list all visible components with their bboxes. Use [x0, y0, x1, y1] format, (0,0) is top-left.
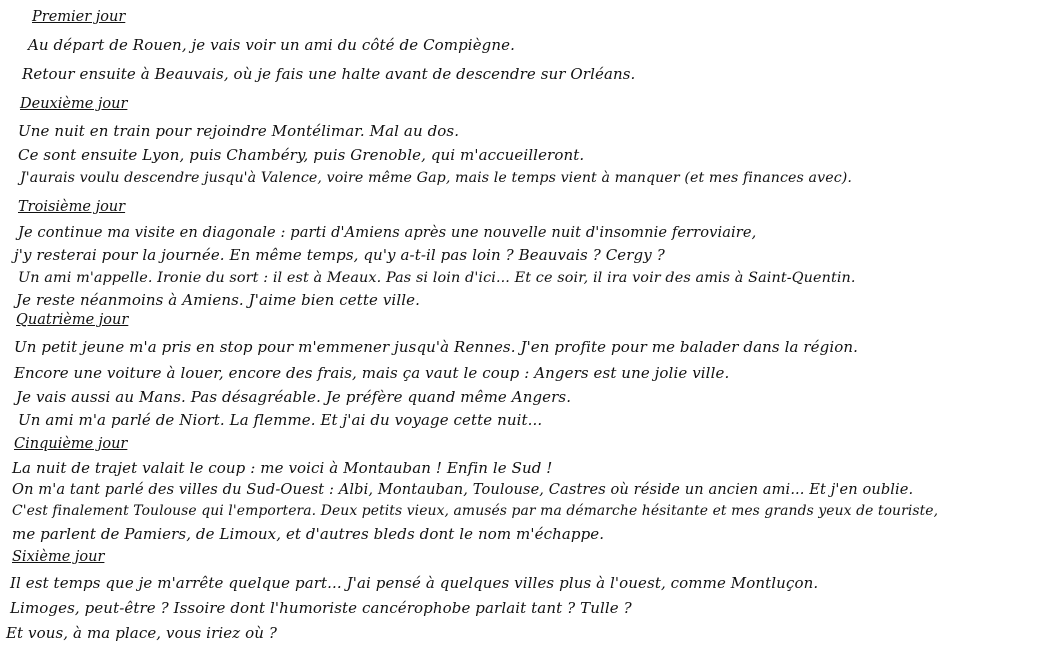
day-2-line-2: Ce sont ensuite Lyon, puis Chambéry, puis Grenoble, qui m'accueilleront.	[18, 146, 585, 164]
day-4-line-3: Je vais aussi au Mans. Pas désagréable. Je préfère quand même Angers.	[16, 388, 572, 406]
day-4-line-2: Encore une voiture à louer, encore des frais, mais ça vaut le coup : Angers est une jolie ville.	[14, 364, 730, 382]
day-5-heading: Cinquième jour	[14, 436, 128, 452]
day-3-line-2: j'y resterai pour la journée. En même temps, qu'y a-t-il pas loin ? Beauvais ? Cergy ?	[14, 246, 665, 264]
day-2-line-1: Une nuit en train pour rejoindre Montélimar. Mal au dos.	[18, 122, 460, 140]
day-5-line-2: On m'a tant parlé des villes du Sud-Ouest : Albi, Montauban, Toulouse, Castres où réside un ancien ami... Et j'en oublie.	[12, 481, 914, 498]
day-3-heading: Troisième jour	[18, 199, 126, 215]
day-1-heading: Premier jour	[32, 9, 126, 25]
day-2-heading: Deuxième jour	[20, 96, 128, 112]
day-5-line-3: C'est finalement Toulouse qui l'emportera. Deux petits vieux, amusés par ma démarche hésitante et mes grands yeux de touriste,	[12, 503, 939, 519]
day-5-line-1: La nuit de trajet valait le coup : me voici à Montauban ! Enfin le Sud !	[12, 459, 553, 477]
day-6-line-2: Limoges, peut-être ? Issoire dont l'humoriste cancérophobe parlait tant ? Tulle ?	[10, 599, 632, 617]
day-6-heading: Sixième jour	[12, 549, 105, 565]
day-6-line-3: Et vous, à ma place, vous iriez où ?	[6, 624, 277, 642]
day-1-line-1: Au départ de Rouen, je vais voir un ami du côté de Compiègne.	[28, 36, 515, 54]
day-3-line-4: Je reste néanmoins à Amiens. J'aime bien cette ville.	[16, 291, 420, 309]
day-5-line-4: me parlent de Pamiers, de Limoux, et d'autres bleds dont le nom m'échappe.	[12, 525, 605, 543]
day-6-line-1: Il est temps que je m'arrête quelque part... J'ai pensé à quelques villes plus à l'ouest, comme Montluçon.	[10, 574, 819, 592]
day-3-line-1: Je continue ma visite en diagonale : parti d'Amiens après une nouvelle nuit d'insomnie ferroviaire,	[18, 224, 757, 241]
day-3-line-3: Un ami m'appelle. Ironie du sort : il est à Meaux. Pas si loin d'ici... Et ce soir, il ira voir des amis à Saint-Quentin.	[18, 270, 856, 286]
day-2-line-3: J'aurais voulu descendre jusqu'à Valence, voire même Gap, mais le temps vient à manquer (et mes finances avec).	[20, 170, 852, 186]
day-4-line-4: Un ami m'a parlé de Niort. La flemme. Et j'ai du voyage cette nuit...	[18, 411, 543, 429]
day-1-line-2: Retour ensuite à Beauvais, où je fais une halte avant de descendre sur Orléans.	[22, 65, 636, 83]
day-4-heading: Quatrième jour	[16, 312, 129, 328]
day-4-line-1: Un petit jeune m'a pris en stop pour m'emmener jusqu'à Rennes. J'en profite pour me balader dans la région.	[14, 338, 859, 356]
